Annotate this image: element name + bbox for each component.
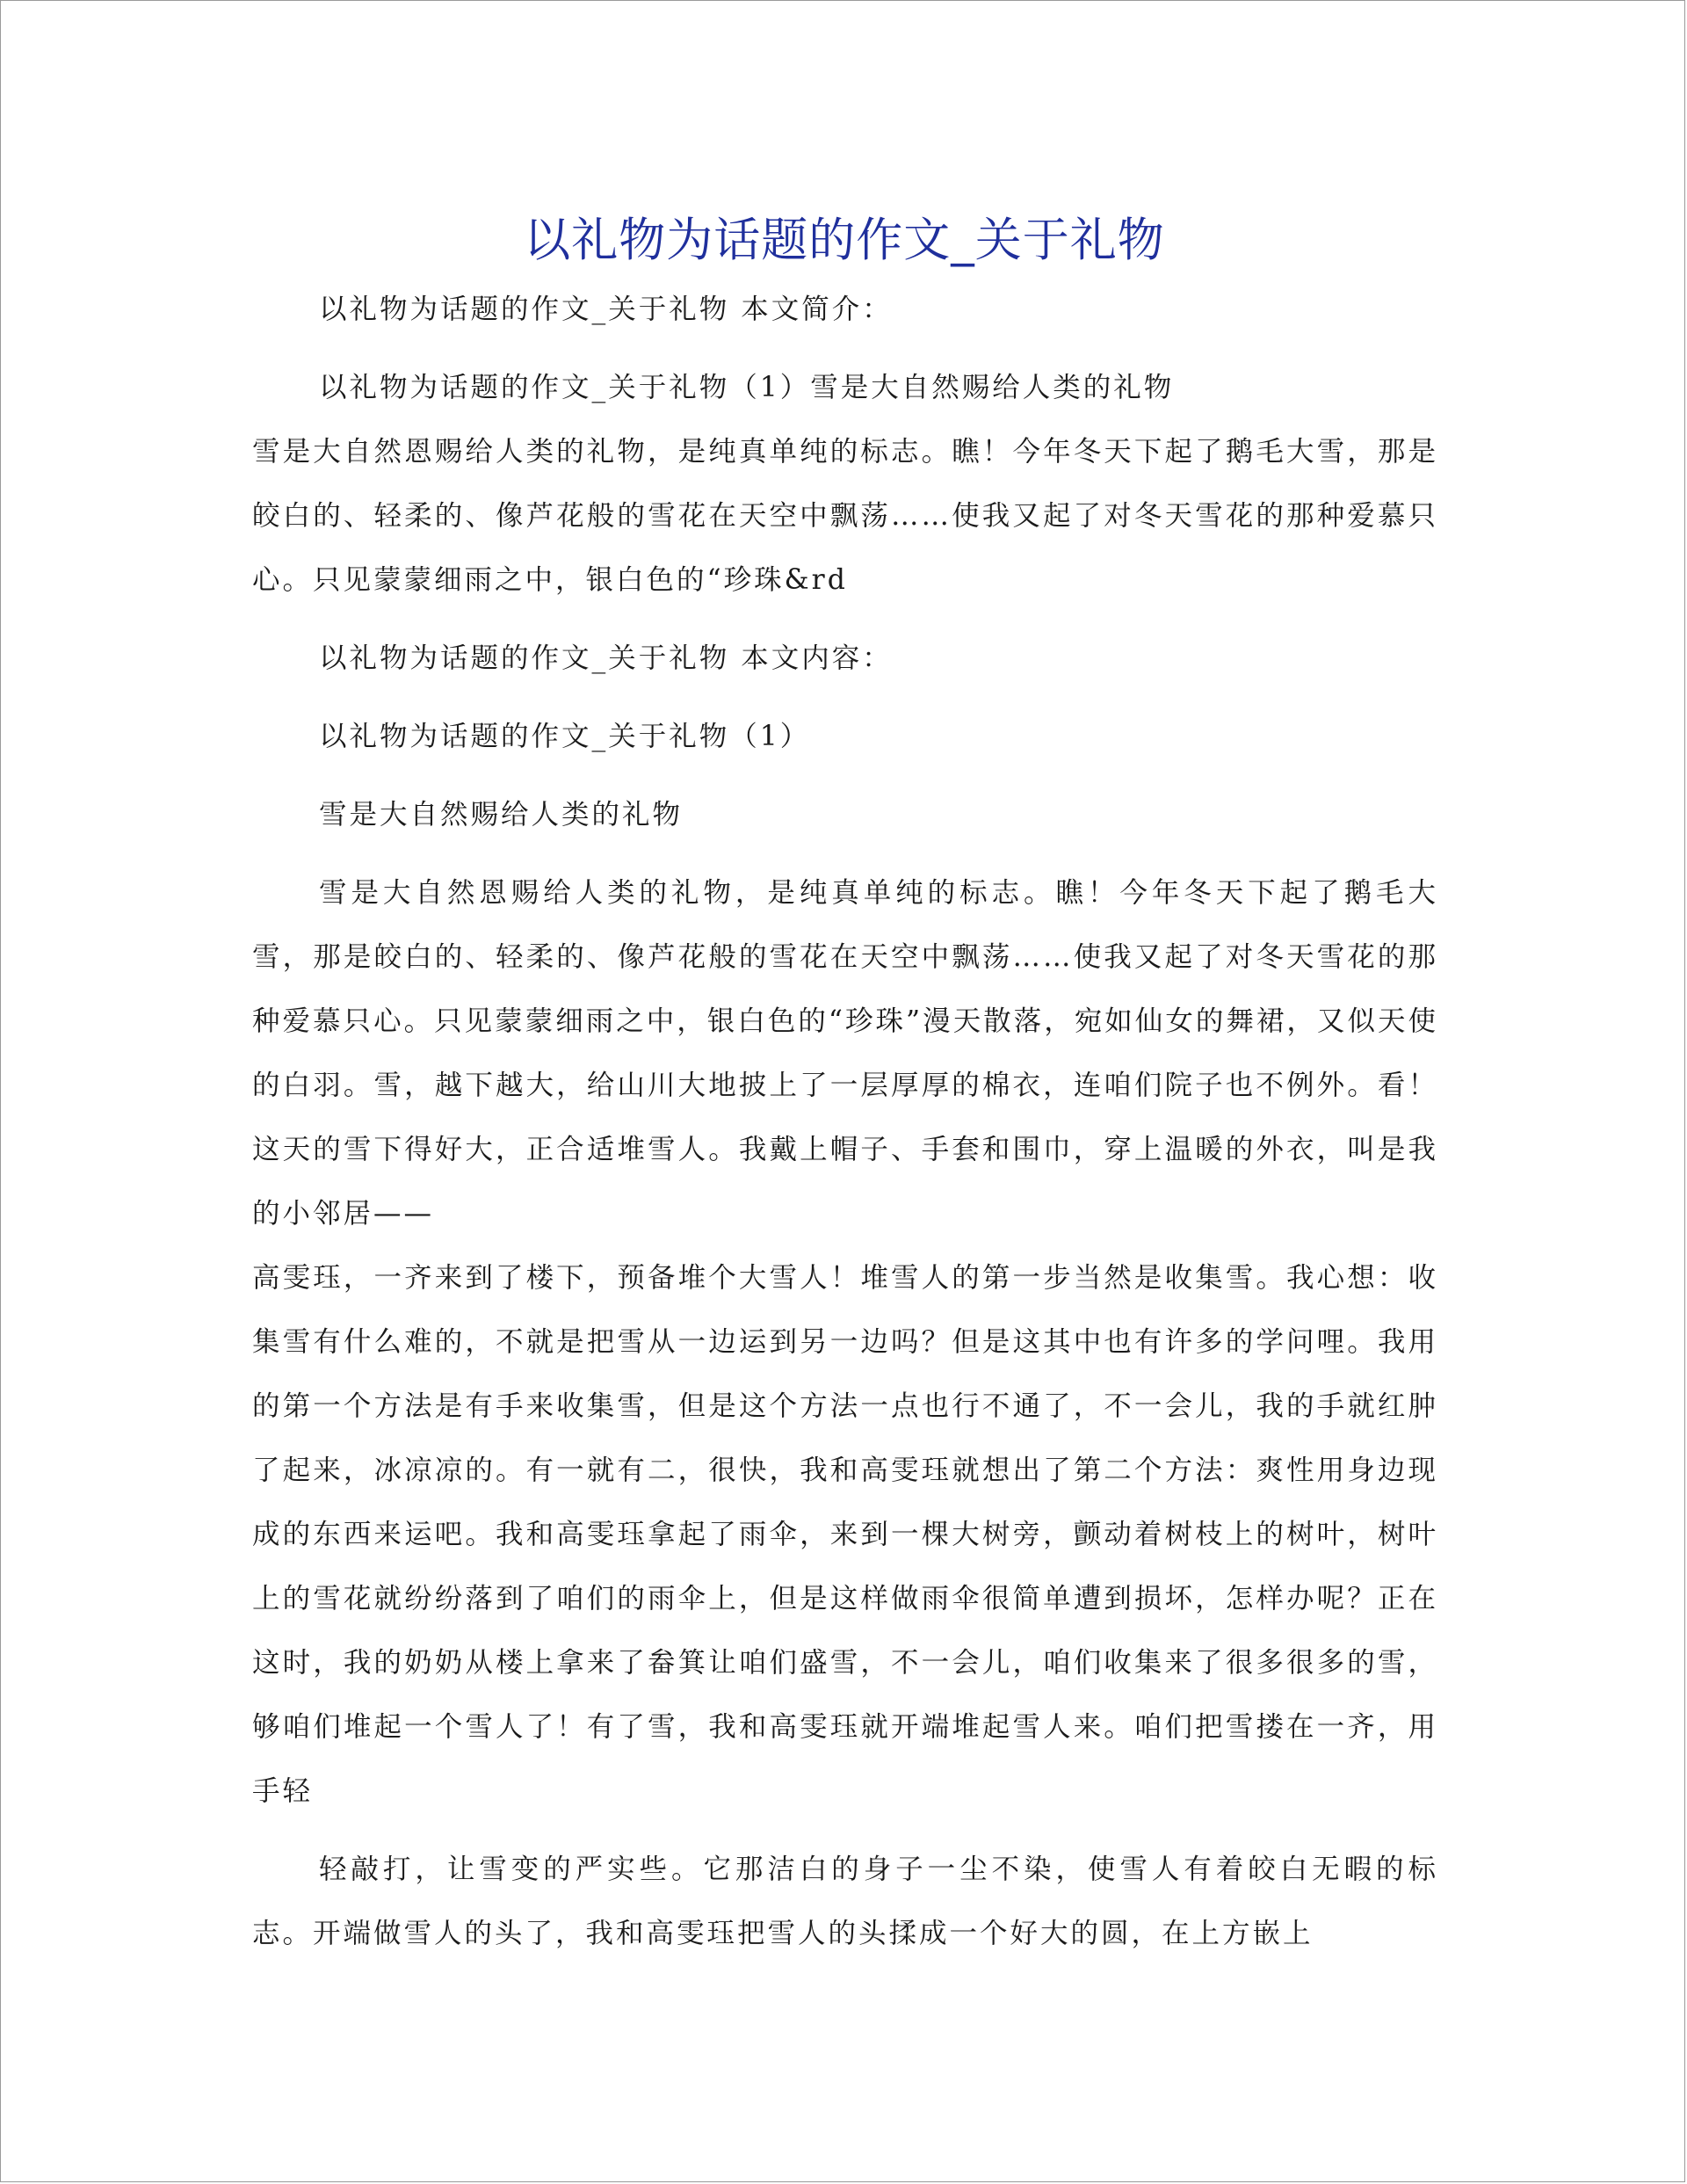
essay-heading: 以礼物为话题的作文_关于礼物（1） xyxy=(319,721,811,752)
document-title: 以礼物为话题的作文_关于礼物 xyxy=(524,214,1165,267)
summary-subtitle: 以礼物为话题的作文_关于礼物（1）雪是大自然赐给人类的礼物 xyxy=(319,372,1175,403)
essay-subtitle: 雪是大自然赐给人类的礼物 xyxy=(319,799,684,831)
summary-heading: 以礼物为话题的作文_关于礼物 本文简介： xyxy=(319,294,893,325)
essay-paragraph-1: 雪是大自然恩赐给人类的礼物，是纯真单纯的标志。瞧！今年冬天下起了鹅毛大雪，那是皎白的、轻柔的、像芦花般的雪花在天空中飘荡……使我又起了对冬天雪花的那种爱慕只心。只见蒙蒙细雨之中，银白色的“珍珠”漫天散落，宛如仙女的舞裙，又似天使的白羽。雪，越下越大，给山川大地披上了一层厚厚的棉衣，连咱们院子也不例外。看！这天的雪下得好大，正合适堆雪人。我戴上帽子、手套和围巾，穿上温暖的外衣，叫是我的小邻居—— xyxy=(252,877,1438,1230)
essay-paragraph-2: 高雯珏，一齐来到了楼下，预备堆个大雪人！堆雪人的第一步当然是收集雪。我心想：收集雪有什么难的，不就是把雪从一边运到另一边吗？但是这其中也有许多的学问哩。我用的第一个方法是有手来收集雪，但是这个方法一点也行不通了，不一会儿，我的手就红肿了起来，冰凉凉的。有一就有二，很快，我和高雯珏就想出了第二个方法：爽性用身边现成的东西来运吧。我和高雯珏拿起了雨伞，来到一棵大树旁，颤动着树枝上的树叶，树叶上的雪花就纷纷落到了咱们的雨伞上，但是这样做雨伞很简单遭到损坏，怎样办呢？正在这时，我的奶奶从楼上拿来了畚箕让咱们盛雪，不一会儿，咱们收集来了很多很多的雪，够咱们堆起一个雪人了！有了雪，我和高雯珏就开端堆起雪人来。咱们把雪搂在一齐，用手轻 xyxy=(252,1262,1438,1807)
document-body xyxy=(252,278,1438,1966)
summary-text: 雪是大自然恩赐给人类的礼物，是纯真单纯的标志。瞧！今年冬天下起了鹅毛大雪，那是皎白的、轻柔的、像芦花般的雪花在天空中飘荡……使我又起了对冬天雪花的那种爱慕只心。只见蒙蒙细雨之中，银白色的“珍珠&rd xyxy=(252,436,1438,596)
essay-paragraph-3: 轻敲打，让雪变的严实些。它那洁白的身子一尘不染，使雪人有着皎白无暇的标志。开端做雪人的头了，我和高雯珏把雪人的头揉成一个好大的圆，在上方嵌上 xyxy=(252,1854,1438,1949)
content-heading: 以礼物为话题的作文_关于礼物 本文内容： xyxy=(319,642,893,674)
